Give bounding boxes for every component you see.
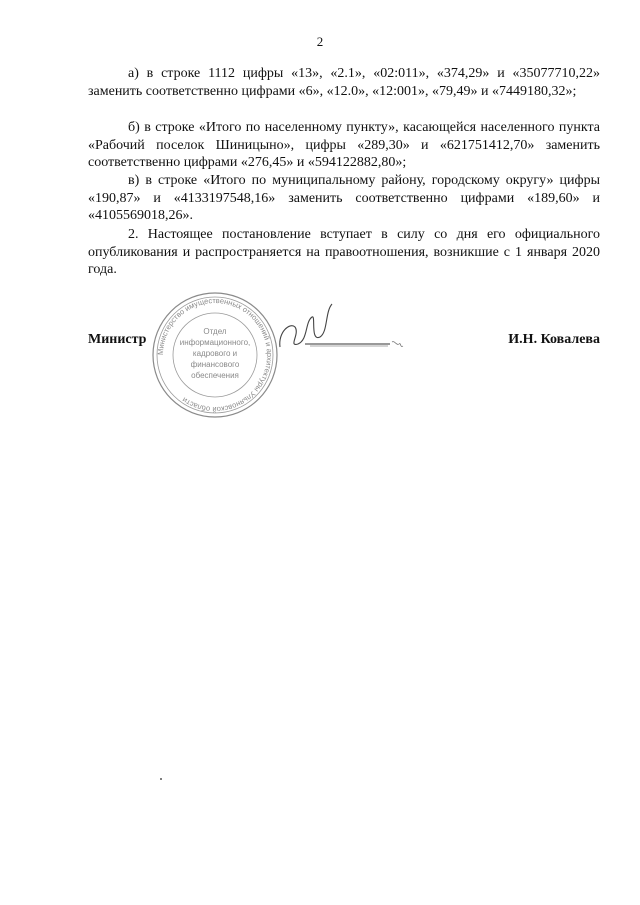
seal-inner-line: финансового bbox=[190, 360, 240, 369]
seal-inner-line: Отдел bbox=[203, 327, 227, 336]
seal-inner-line: обеспечения bbox=[191, 371, 239, 380]
paragraph-item-c bbox=[88, 172, 600, 225]
signature-block bbox=[88, 332, 600, 352]
seal-inner-line: информационного, bbox=[179, 338, 251, 347]
paragraph-text: в) в строке «Итого по муниципальному району, городскому округу» цифры «190,87» и «4133197548,16» заменить соответственно цифрами «189,60» и «4105569018,26». bbox=[88, 173, 600, 223]
paragraph-text: а) в строке 1112 цифры «13», «2.1», «02:011», «374,29» и «35077710,22» заменить соответственно цифрами «6», «12.0», «12:001», «79,49» и «7449180,32»; bbox=[88, 66, 600, 99]
paragraph-text: 2. Настоящее постановление вступает в силу со дня его официального опубликования и распространяется на правоотношения, возникшие с 1 января 2020 года. bbox=[88, 227, 600, 277]
scan-speck bbox=[160, 778, 162, 780]
page-number: 2 bbox=[316, 34, 324, 49]
signatory-name: И.Н. Ковалева bbox=[508, 332, 600, 347]
paragraph-item-2 bbox=[88, 226, 600, 279]
paragraph-item-a bbox=[88, 65, 600, 100]
paragraph-item-b bbox=[88, 119, 600, 172]
signatory-title: Министр bbox=[88, 332, 147, 347]
seal-ring-text: Министерство имущественных отношений и архитектуры Ульяновской области bbox=[155, 295, 275, 415]
paragraph-text: б) в строке «Итого по населенному пункту», касающейся населенного пункта «Рабочий поселок Шиницыно», цифры «289,30» и «621751412,70» заменить соответственно цифрами «276,45» и «594122882,80»; bbox=[88, 120, 600, 170]
seal-inner-line: кадрового и bbox=[192, 349, 238, 358]
